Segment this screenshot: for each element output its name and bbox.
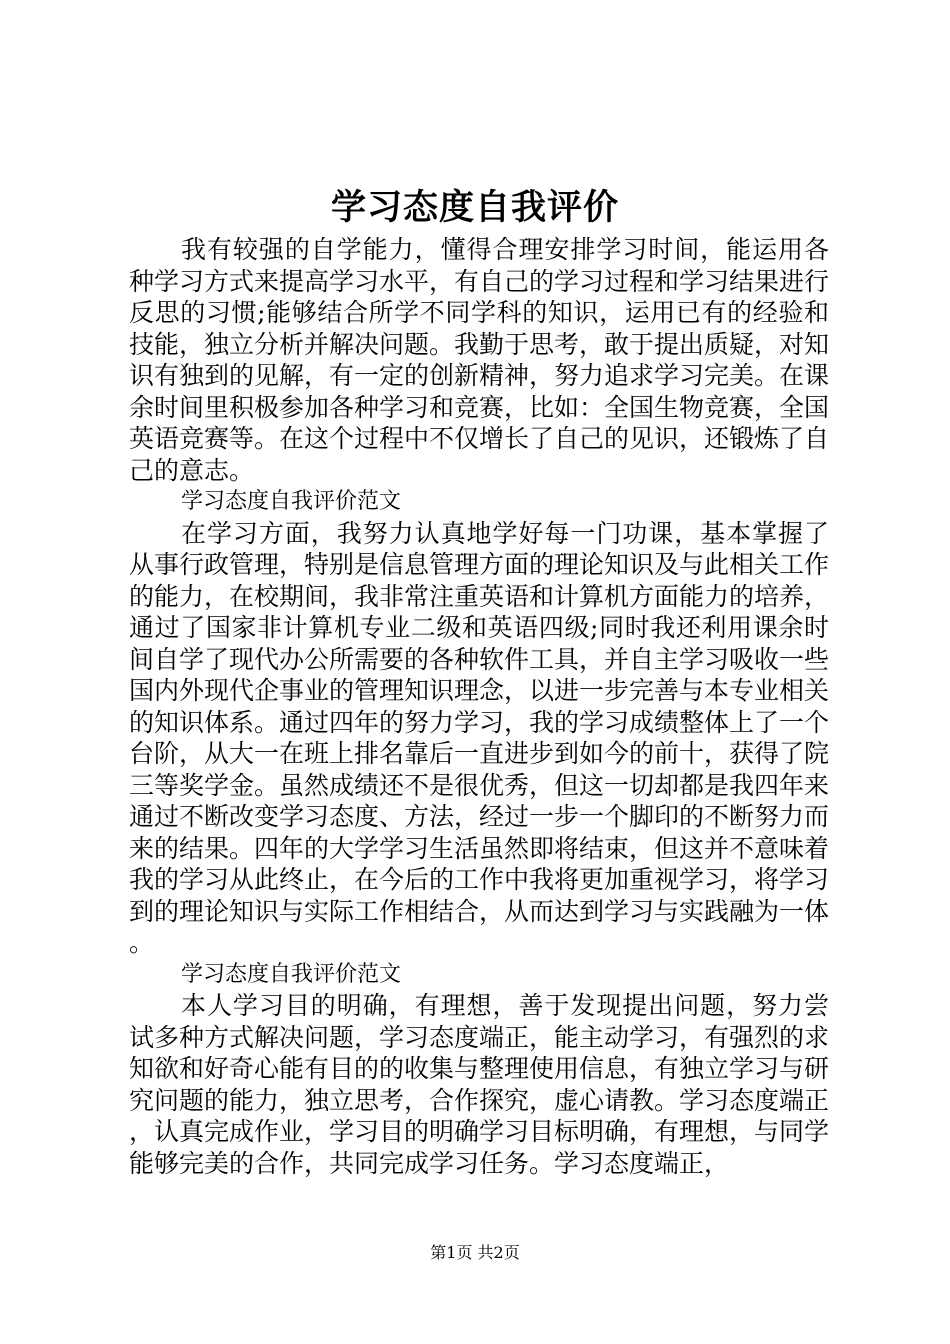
paragraph-1: 我有较强的自学能力，懂得合理安排学习时间，能运用各种学习方式来提高学习水平，有自己的学习过程和学习结果进行反思的习惯;能够结合所学不同学科的知识，运用已有的经验和技能，独立分析并解决问题。我勤于思考，敢于提出质疑，对知识有独到的见解，有一定的创新精神，努力追求学习完美。在课余时间里积极参加各种学习和竞赛，比如：全国生物竞赛，全国英语竞赛等。在这个过程中不仅增长了自己的见识，还锻炼了自己的意志。 (129, 235, 830, 485)
paragraph-2: 在学习方面，我努力认真地学好每一门功课，基本掌握了从事行政管理，特别是信息管理方面的理论知识及与此相关工作的能力，在校期间，我非常注重英语和计算机方面能力的培养，通过了国家非计算机专业二级和英语四级;同时我还利用课余时间自学了现代办公所需要的各种软件工具，并自主学习吸收一些国内外现代企事业的管理知识理念，以进一步完善与本专业相关的知识体系。通过四年的努力学习，我的学习成绩整体上了一个台阶，从大一在班上排名靠后一直进步到如今的前十，获得了院三等奖学金。虽然成绩还不是很优秀，但这一切却都是我四年来通过不断改变学习态度、方法，经过一步一个脚印的不断努力而来的结果。四年的大学学习生活虽然即将结束，但这并不意味着我的学习从此终止，在今后的工作中我将更加重视学习，将学习到的理论知识与实际工作相结合，从而达到学习与实践融为一体。 (129, 518, 830, 957)
page-footer: 第1页 共2页 (430, 1243, 520, 1262)
document-title: 学习态度自我评价 (330, 188, 619, 228)
paragraph-3: 本人学习目的明确，有理想，善于发现提出问题，努力尝试多种方式解决问题，学习态度端正，能主动学习，有强烈的求知欲和好奇心能有目的的收集与整理使用信息，有独立学习与研究问题的能力，独立思考，合作探究，虚心请教。学习态度端正，认真完成作业，学习目的明确学习目标明确，有理想，与同学能够完美的合作，共同完成学习任务。学习态度端正， (129, 991, 830, 1178)
subheading-2: 学习态度自我评价范文 (181, 961, 402, 987)
subheading-1: 学习态度自我评价范文 (181, 489, 402, 514)
document-body (129, 234, 829, 1179)
